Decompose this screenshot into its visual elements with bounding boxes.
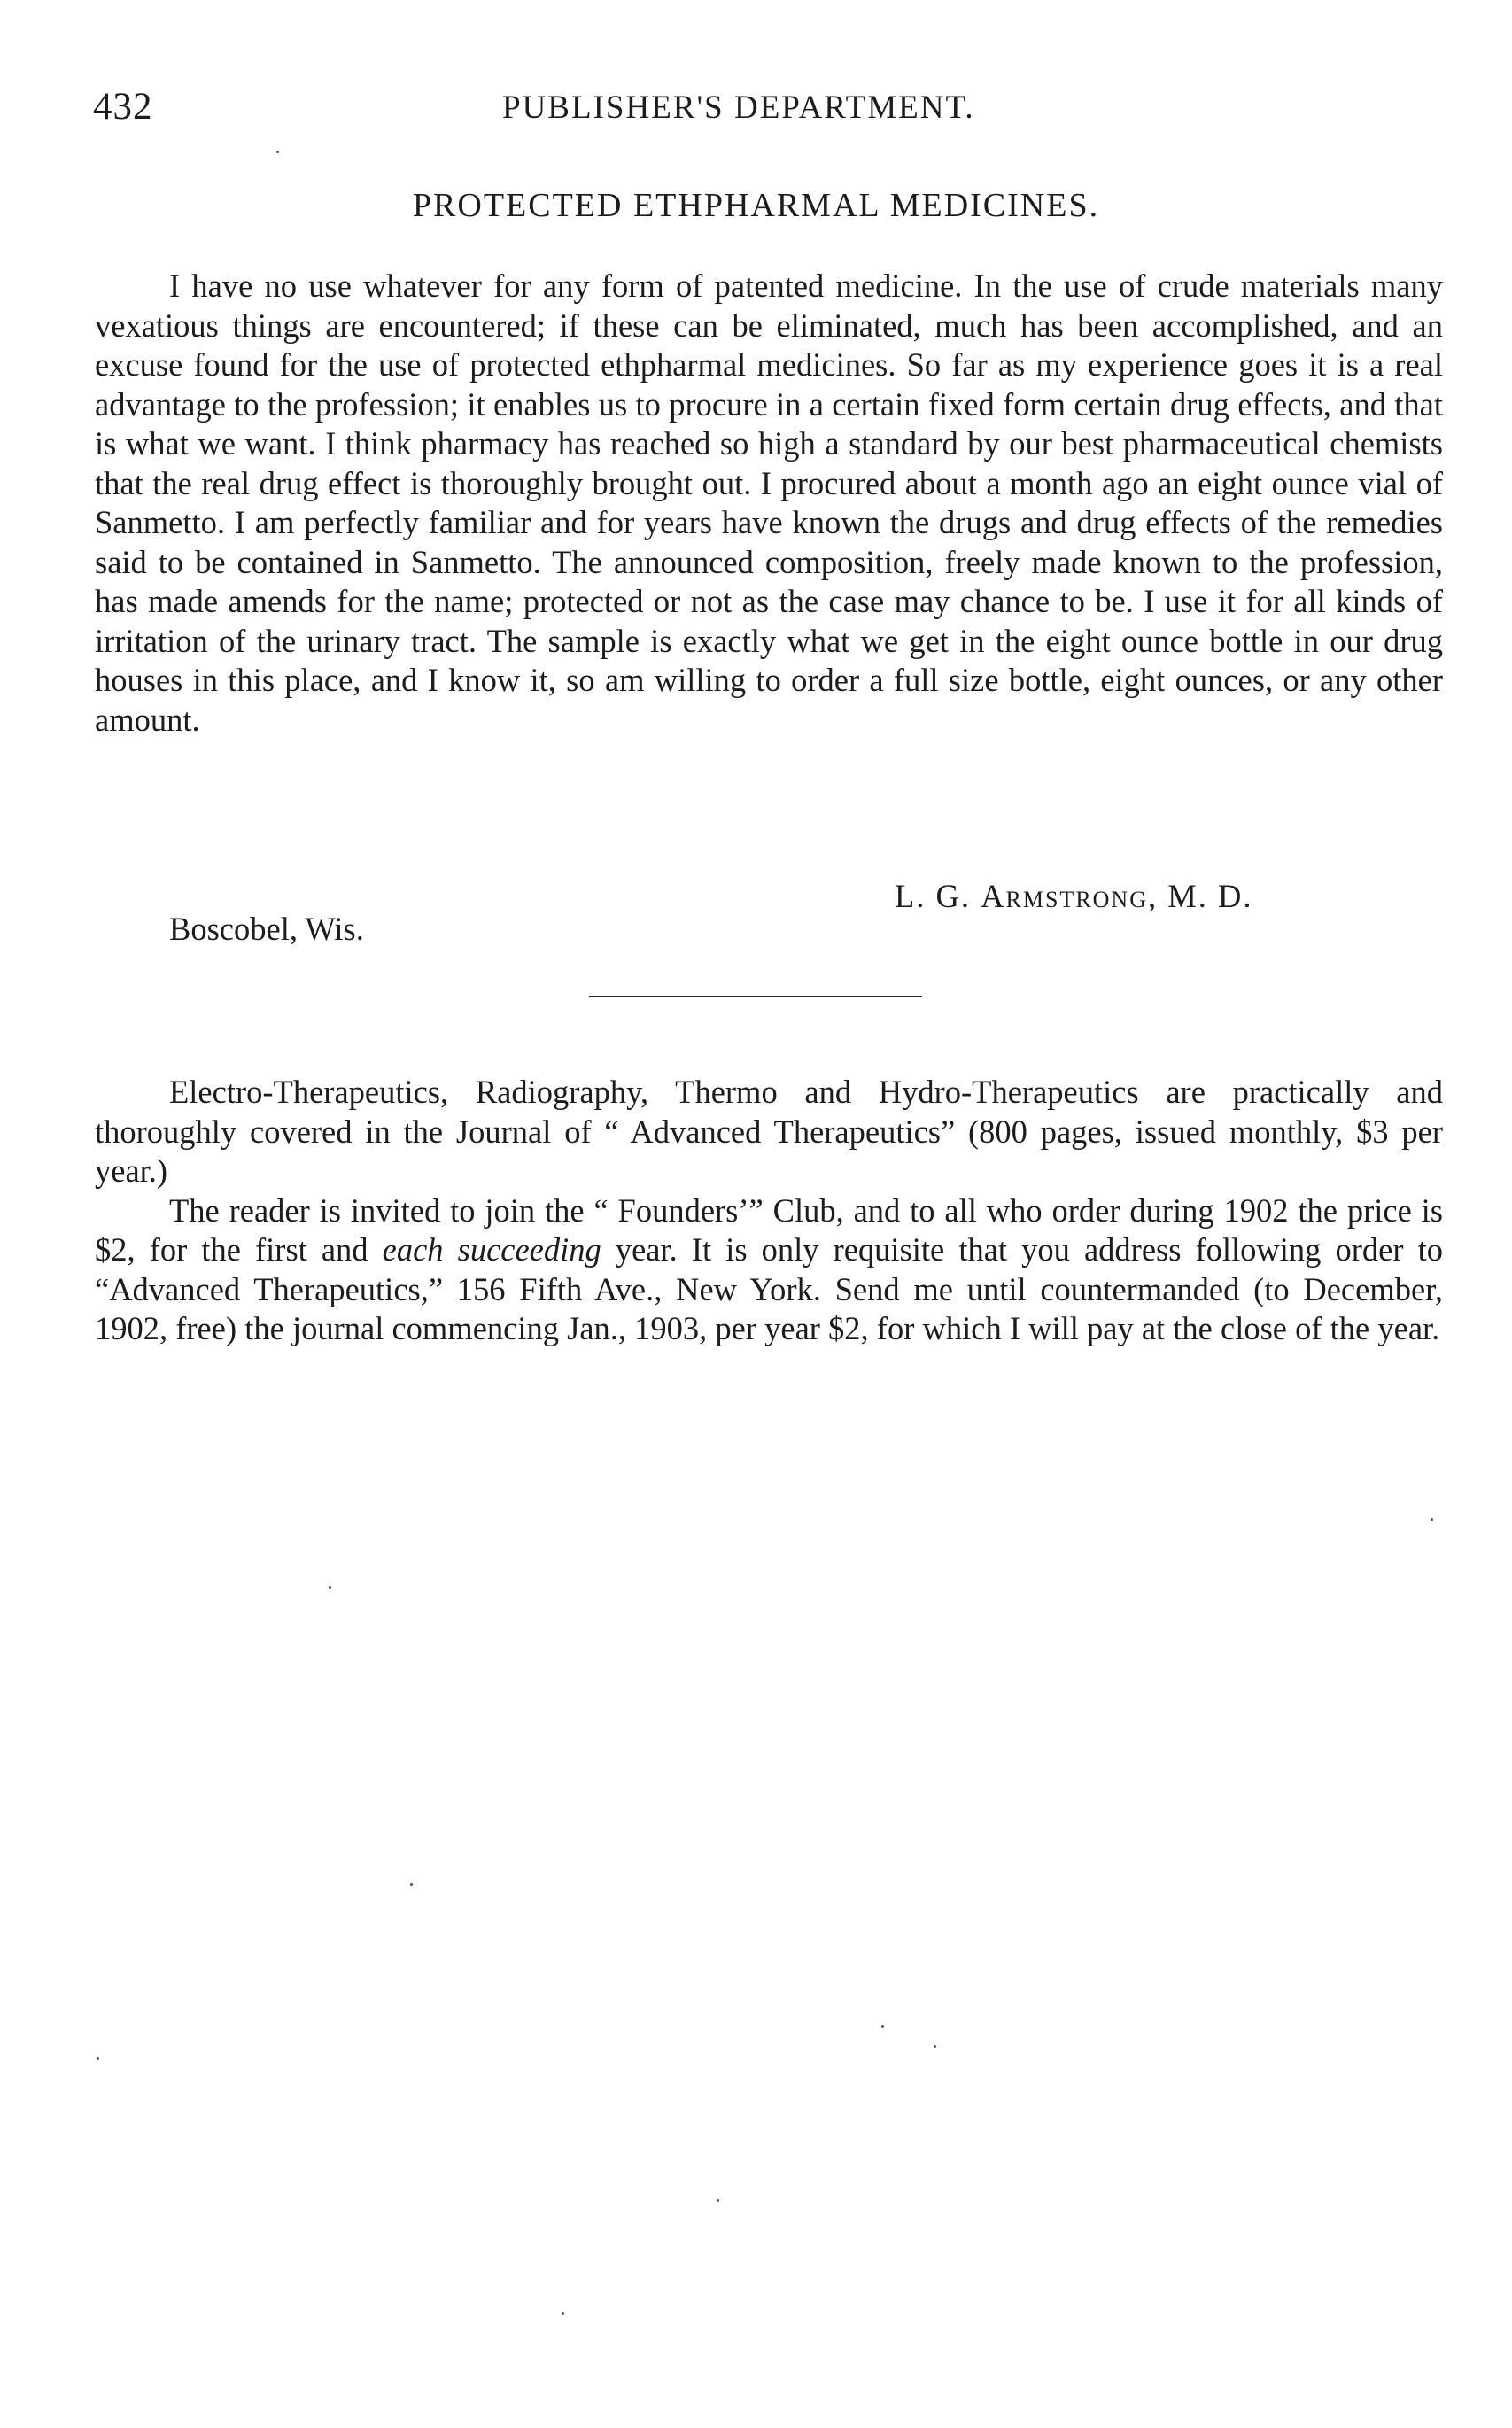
notice-italic-text: each succeeding xyxy=(382,1231,601,1268)
article-title: PROTECTED ETHPHARMAL MEDICINES. xyxy=(412,187,1100,224)
author-signature xyxy=(895,877,1252,915)
section-divider xyxy=(589,996,922,997)
notice-text-1: The reader is invited to join the “ Founders’” Club, and to all who order during 1902 the price is $2, for the first and xyxy=(95,1191,1443,1268)
article-body xyxy=(95,267,1443,740)
print-speck xyxy=(717,2199,719,2202)
signature-name: Armstrong xyxy=(981,878,1148,914)
print-speck xyxy=(97,2057,99,2060)
running-head xyxy=(93,85,1444,135)
page-number: 432 xyxy=(93,86,153,128)
article-paragraph: I have no use whatever for any form of patented medicine. In the use of crude materials many vexatious things are encountered; if these can be eliminated, much has been accomplished, and an excuse found for the use of protected ethpharmal medicines. So far as my experience goes it is a real advantage to the profession; it enables us to procure in a certain fixed form certain drug effects, and that is what we want. I think pharmacy has reached so high a standard by our best pharmaceutical chemists that the real drug effect is thoroughly brought out. I procured about a month ago an eight ounce vial of Sanmetto. I am perfectly familiar and for years have known the drugs and drug effects of the remedies said to be contained in Sanmetto. The announced composition, freely made known to the profession, has made amends for the name; protected or not as the case may chance to be. I use it for all kinds of irritation of the urinary tract. The sample is exactly what we get in the eight ounce bottle in our drug houses in this place, and I know it, so am willing to order a full size bottle, eight ounces, or any other amount. xyxy=(95,268,1443,738)
print-speck xyxy=(881,2025,884,2028)
print-speck xyxy=(1431,1518,1433,1521)
notice-paragraph-2 xyxy=(95,1191,1443,1349)
notice-text-2: year. It is only requisite that you address following order to “Advanced Therapeutics,” 156 Fifth Ave., New York. Send me until countermanded (to December, 1902, free) the journal commencing Jan., 1903, per year $2, for which I will pay at the close of the year. xyxy=(95,1231,1443,1346)
signature-initials: L. G. xyxy=(895,878,981,914)
signature-degree: , M. D. xyxy=(1148,878,1253,914)
journal-notice xyxy=(95,1073,1443,1349)
notice-paragraph-1: Electro-Therapeutics, Radiography, Thermo and Hydro-Therapeutics are practically and thoroughly covered in the Journal of “ Advanced Therapeutics” (800 pages, issued monthly, $3 per year.) xyxy=(95,1074,1443,1189)
print-speck xyxy=(329,1586,331,1589)
print-speck xyxy=(276,151,279,153)
author-location: Boscobel, Wis. xyxy=(169,911,364,947)
print-speck xyxy=(410,1883,413,1886)
print-speck xyxy=(934,2045,936,2048)
print-speck xyxy=(562,2312,564,2315)
department-title: PUBLISHER'S DEPARTMENT. xyxy=(502,89,975,126)
